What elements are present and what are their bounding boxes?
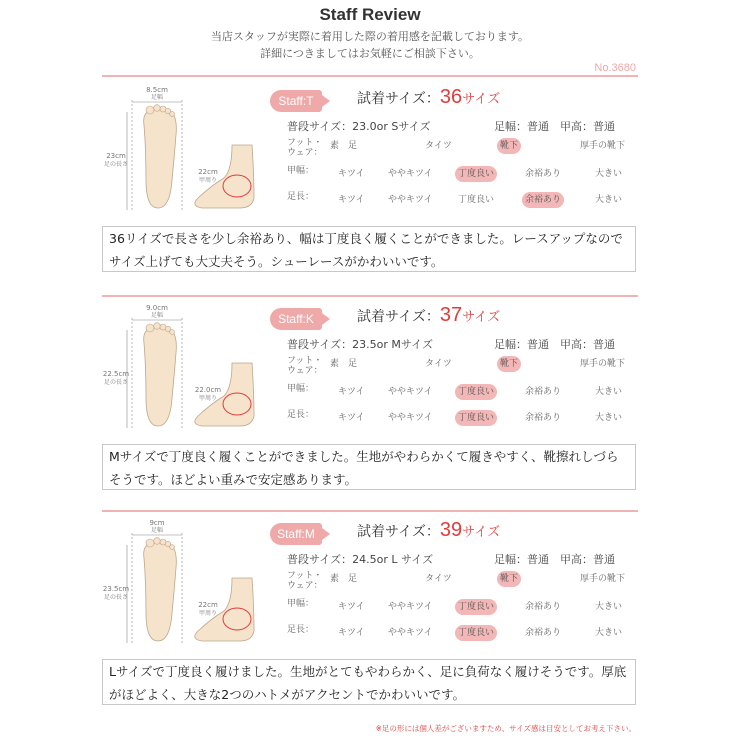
width-info: 足幅：普通 甲高：普通 xyxy=(494,120,615,133)
footwear-option: タイツ xyxy=(425,141,452,151)
intro-line-1: 当店スタッフが実際に着用した際の着用感を記載しております。 xyxy=(210,30,530,43)
svg-text:甲周り: 甲周り xyxy=(198,177,218,184)
instep-option: ややキツイ xyxy=(388,602,433,612)
foot-measurement-illustration xyxy=(102,298,272,438)
instep-option: ややキツイ xyxy=(388,387,433,397)
usual-size: 普段サイズ：24.5or L サイズ xyxy=(287,553,434,566)
length-option: キツイ xyxy=(338,628,365,638)
footwear-label: フット・ウェア： xyxy=(287,356,323,376)
svg-text:甲周り: 甲周り xyxy=(198,395,218,402)
review-comment: 36リイズで長さを少し余裕あり、幅は丁度良く履くことができました。レースアップなのでサイズ上げても大丈夫そう。シューレースがかわいいです。 xyxy=(102,226,636,272)
instep-option: キツイ xyxy=(338,602,365,612)
length-option: キツイ xyxy=(338,195,365,205)
svg-text:足幅: 足幅 xyxy=(150,94,164,101)
instep-option: キツイ xyxy=(338,169,365,179)
review-comment: Lサイズで丁度良く履けました。生地がとてもやわらかく、足に負荷なく履けそうです。厚底がほどよく、大きな2つのハトメがアクセントでかわいいです。 xyxy=(102,659,636,705)
length-option: ややキツイ xyxy=(388,413,433,423)
footwear-label: フット・ウェア： xyxy=(287,571,323,591)
length-row xyxy=(287,625,637,643)
foot-measurement-illustration xyxy=(102,513,272,653)
svg-text:足の長さ: 足の長さ xyxy=(103,379,129,386)
foot-sole-icon xyxy=(144,328,177,426)
length-option: 大きい xyxy=(595,195,623,205)
instep-option: 丁度良い xyxy=(455,384,497,400)
length-label: 足長： xyxy=(287,192,315,202)
usual-size: 普段サイズ：23.5or Mサイズ xyxy=(287,338,433,351)
length-option: 余裕あり xyxy=(522,192,564,208)
length-option: キツイ xyxy=(338,413,365,423)
trial-size: 試着サイズ：39サイズ xyxy=(357,519,501,541)
instep-option: キツイ xyxy=(338,387,365,397)
instep-row xyxy=(287,166,637,184)
length-label: 足長： xyxy=(287,410,315,420)
staff-badge: Staff:M xyxy=(270,523,322,545)
length-option: 丁度良い xyxy=(455,625,497,641)
length-option: 余裕あり xyxy=(525,413,562,423)
instep-label: 甲幅： xyxy=(287,166,315,176)
instep-option: 余裕あり xyxy=(525,169,562,179)
usual-size: 普段サイズ：23.0or Sサイズ xyxy=(287,120,431,133)
length-option: 大きい xyxy=(595,628,623,638)
staff-badge: Staff:K xyxy=(270,308,322,330)
footwear-row xyxy=(287,356,637,374)
svg-text:足幅: 足幅 xyxy=(150,312,164,319)
instep-option: 大きい xyxy=(595,602,623,612)
instep-option: 大きい xyxy=(595,169,623,179)
trial-size: 試着サイズ：37サイズ xyxy=(357,304,501,326)
svg-text:22.5cm: 22.5cm xyxy=(102,370,130,378)
footwear-option: 厚手の靴下 xyxy=(580,574,626,584)
foot-sole-icon xyxy=(144,110,177,208)
instep-option: 余裕あり xyxy=(525,387,562,397)
instep-option: ややキツイ xyxy=(388,169,433,179)
svg-text:22cm: 22cm xyxy=(198,601,218,609)
footer-note: ※足の形には個人差がございますため、サイズ感は目安としてお考え下さい。 xyxy=(375,724,636,733)
instep-option: 余裕あり xyxy=(525,602,562,612)
instep-row xyxy=(287,384,637,402)
footwear-option: タイツ xyxy=(425,359,452,369)
foot-sole-icon xyxy=(144,543,177,641)
svg-text:23cm: 23cm xyxy=(106,152,126,160)
footwear-row xyxy=(287,138,637,156)
svg-text:23.5cm: 23.5cm xyxy=(102,585,130,593)
staff-badge: Staff:T xyxy=(270,90,322,112)
svg-text:足幅: 足幅 xyxy=(150,527,164,534)
footwear-option: タイツ xyxy=(425,574,452,584)
length-option: 余裕あり xyxy=(525,628,562,638)
divider xyxy=(102,75,638,77)
svg-text:足の長さ: 足の長さ xyxy=(103,161,129,168)
footwear-option: 厚手の靴下 xyxy=(580,141,626,151)
instep-option: 丁度良い xyxy=(455,599,497,615)
footwear-option: 素 足 xyxy=(330,141,358,151)
svg-text:9cm: 9cm xyxy=(149,519,165,527)
instep-label: 甲幅： xyxy=(287,384,315,394)
foot-measurement-illustration xyxy=(102,80,272,220)
svg-text:22cm: 22cm xyxy=(198,168,218,176)
svg-text:足の長さ: 足の長さ xyxy=(103,594,129,601)
length-option: 大きい xyxy=(595,413,623,423)
length-option: ややキツイ xyxy=(388,195,433,205)
length-row xyxy=(287,192,637,210)
item-number: No.3680 xyxy=(594,62,636,74)
length-label: 足長： xyxy=(287,625,315,635)
page-title: Staff Review xyxy=(319,5,421,24)
intro-line-2: 詳細につきましてはお気軽にご相談下さい。 xyxy=(260,47,480,60)
footwear-row xyxy=(287,571,637,589)
footwear-option: 靴下 xyxy=(497,571,521,587)
length-option: 丁度良い xyxy=(458,195,495,205)
instep-row xyxy=(287,599,637,617)
width-info: 足幅：普通 甲高：普通 xyxy=(494,338,615,351)
staff-review-section xyxy=(102,298,638,514)
footwear-option: 素 足 xyxy=(330,574,358,584)
trial-size-number: 36 xyxy=(439,86,463,108)
svg-text:22.0cm: 22.0cm xyxy=(194,386,222,394)
svg-text:甲周り: 甲周り xyxy=(198,610,218,617)
review-comment: Mサイズで丁度良く履くことができました。生地がやわらかくて履きやすく、靴擦れしづらそうです。ほどよい重みで安定感あります。 xyxy=(102,444,636,490)
staff-review-section xyxy=(102,80,638,296)
width-info: 足幅：普通 甲高：普通 xyxy=(494,553,615,566)
instep-option: 丁度良い xyxy=(455,166,497,182)
footwear-label: フット・ウェア： xyxy=(287,138,323,158)
length-option: ややキツイ xyxy=(388,628,433,638)
length-row xyxy=(287,410,637,428)
staff-review-section xyxy=(102,513,638,729)
footwear-option: 厚手の靴下 xyxy=(580,359,626,369)
instep-label: 甲幅： xyxy=(287,599,315,609)
footwear-option: 素 足 xyxy=(330,359,358,369)
instep-option: 大きい xyxy=(595,387,623,397)
svg-text:8.5cm: 8.5cm xyxy=(146,86,168,94)
intro-text xyxy=(0,28,740,62)
trial-size-number: 39 xyxy=(439,519,463,541)
svg-text:9.0cm: 9.0cm xyxy=(146,304,168,312)
length-option: 丁度良い xyxy=(455,410,497,426)
footwear-option: 靴下 xyxy=(497,138,521,154)
footwear-option: 靴下 xyxy=(497,356,521,372)
trial-size-number: 37 xyxy=(439,304,463,326)
trial-size: 試着サイズ：36サイズ xyxy=(357,86,501,108)
